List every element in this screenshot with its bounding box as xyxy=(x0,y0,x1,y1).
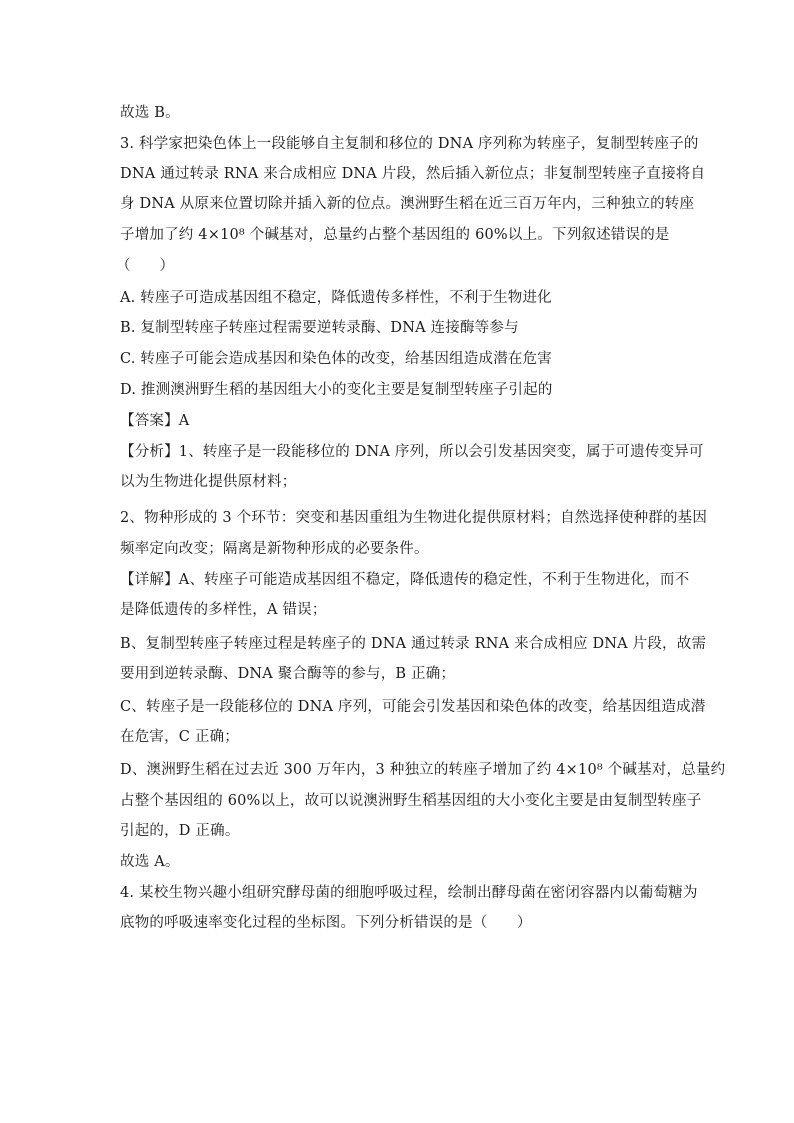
question-4-stem-line: 底物的呼吸速率变化过程的坐标图。下列分析错误的是（ ） xyxy=(120,915,532,931)
explanation-line: B、复制型转座子转座过程是转座子的 DNA 通过转录 RNA 来合成相应 DNA 片段，故需 xyxy=(120,636,707,652)
question-4-stem-line: 4. 某校生物兴趣小组研究酵母菌的细胞呼吸过程，绘制出酵母菌在密闭容器内以葡萄糖为 xyxy=(120,885,698,901)
question-3-stem-line: 子增加了约 4×10⁸ 个碱基对，总量约占整个基因组的 60%以上。下列叙述错误的是 xyxy=(120,227,670,243)
answer-line: 【答案】A xyxy=(120,413,190,429)
explanation-line: 要用到逆转录酶、DNA 聚合酶等的参与，B 正确； xyxy=(120,666,456,682)
option-c: C. 转座子可能会造成基因和染色体的改变，给基因组造成潜在危害 xyxy=(120,351,552,367)
analysis-line: 以为生物进化提供原材料； xyxy=(120,474,297,490)
answer-blank: （ ） xyxy=(116,258,174,274)
explanation-line: 【详解】A、转座子可能造成基因组不稳定，降低遗传的稳定性，不利于生物进化，而不 xyxy=(120,572,690,588)
analysis-line: 2、物种形成的 3 个环节：突变和基因重组为生物进化提供原材料；自然选择使种群的基因 xyxy=(120,510,708,526)
question-3-stem-line: DNA 通过转录 RNA 来合成相应 DNA 片段，然后插入新位点；非复制型转座子直接将自 xyxy=(120,166,706,182)
explanation-line: D、澳洲野生稻在过去近 300 万年内，3 种独立的转座子增加了约 4×10⁸ 个碱基对，总量约 xyxy=(120,762,726,778)
text-line: 故选 A。 xyxy=(120,854,180,870)
question-3-stem-line: 3. 科学家把染色体上一段能够自主复制和移位的 DNA 序列称为转座子，复制型转座子的 xyxy=(120,136,699,152)
explanation-line: C、转座子是一段能移位的 DNA 序列，可能会引发基因和染色体的改变，给基因组造成潜 xyxy=(120,699,706,715)
explanation-line: 占整个基因组的 60%以上，故可以说澳洲野生稻基因组的大小变化主要是由复制型转座子 xyxy=(120,793,702,809)
explanation-line: 引起的，D 正确。 xyxy=(120,823,240,839)
option-d: D. 推测澳洲野生稻的基因组大小的变化主要是复制型转座子引起的 xyxy=(120,382,553,398)
text-line: 故选 B。 xyxy=(120,105,180,121)
analysis-line: 频率定向改变；隔离是新物种形成的必要条件。 xyxy=(120,541,429,557)
option-a: A. 转座子可造成基因组不稳定，降低遗传多样性，不利于生物进化 xyxy=(120,290,552,306)
option-b: B. 复制型转座子转座过程需要逆转录酶、DNA 连接酶等参与 xyxy=(120,320,519,336)
explanation-line: 在危害，C 正确； xyxy=(120,729,240,745)
question-3-stem-line: 身 DNA 从原来位置切除并插入新的位点。澳洲野生稻在近三百万年内，三种独立的转座 xyxy=(120,196,695,212)
analysis-line: 【分析】1、转座子是一段能移位的 DNA 序列，所以会引发基因突变，属于可遗传变异可 xyxy=(120,444,704,460)
explanation-line: 是降低遗传的多样性，A 错误； xyxy=(120,602,327,618)
